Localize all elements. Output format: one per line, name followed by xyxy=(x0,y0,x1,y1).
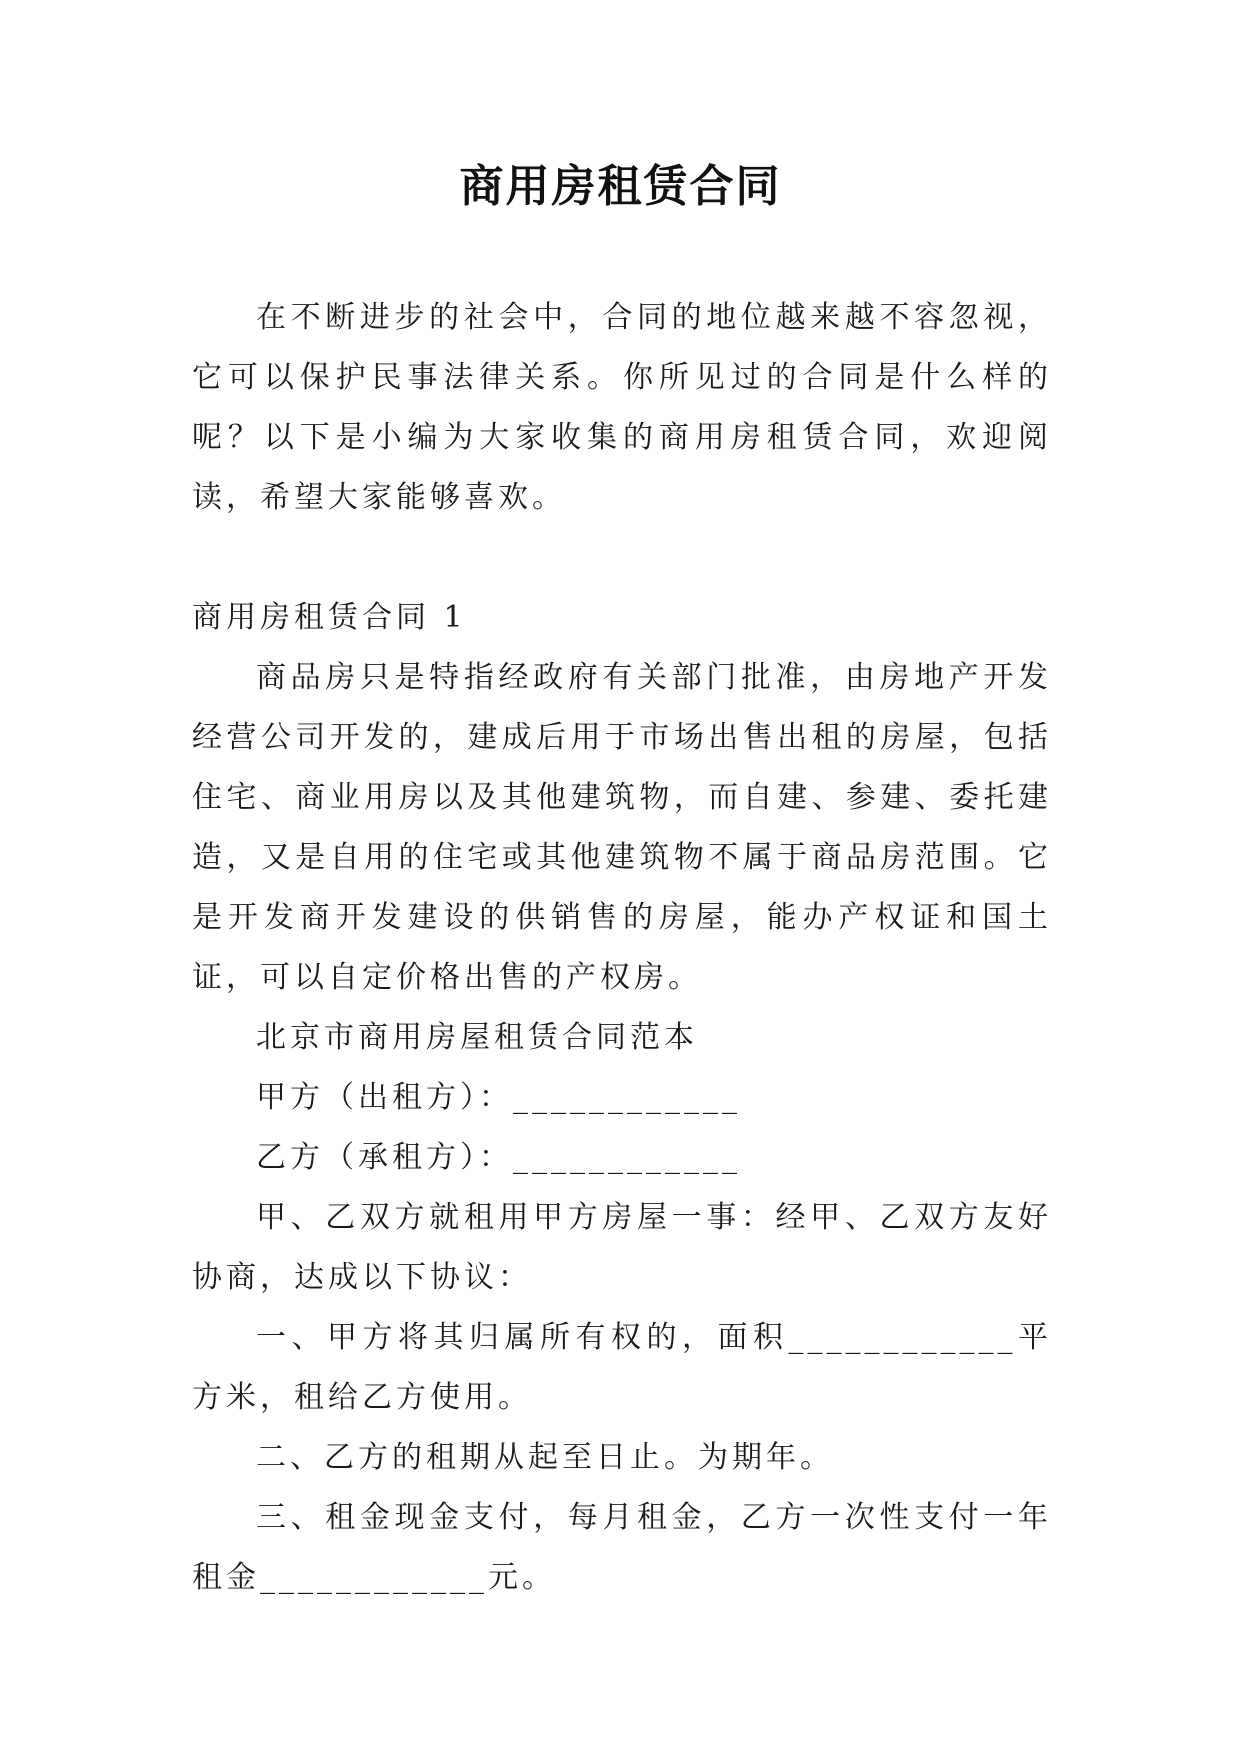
document-title: 商用房租赁合同 xyxy=(459,161,782,212)
clause-2: 二、乙方的租期从起至日止。为期年。 xyxy=(256,1440,834,1475)
clause-1: 一、甲方将其归属所有权的，面积____________平方米，租给乙方使用。 xyxy=(192,1320,1052,1415)
intro-paragraph: 在不断进步的社会中，合同的地位越来越不容忽视，它可以保护民事法律关系。你所见过的合同是什么样的呢？以下是小编为大家收集的商用房租赁合同，欢迎阅读，希望大家能够喜欢。 xyxy=(192,300,1052,515)
document-body xyxy=(192,288,1052,1608)
template-name: 北京市商用房屋租赁合同范本 xyxy=(256,1020,698,1055)
clause-3: 三、租金现金支付，每月租金，乙方一次性支付一年租金____________元。 xyxy=(192,1500,1052,1595)
agreement-intro: 甲、乙双方就租用甲方房屋一事：经甲、乙双方友好协商，达成以下协议： xyxy=(192,1200,1052,1295)
party-b-line: 乙方（承租方）：____________ xyxy=(256,1140,741,1175)
definition-paragraph: 商品房只是特指经政府有关部门批准，由房地产开发经营公司开发的，建成后用于市场出售出租的房屋，包括住宅、商业用房以及其他建筑物，而自建、参建、委托建造，又是自用的住宅或其他建筑物不属于商品房范围。它是开发商开发建设的供销售的房屋，能办产权证和国土证，可以自定价格出售的产权房。 xyxy=(192,660,1052,995)
paragraph-spacer xyxy=(192,528,1052,588)
party-a-line: 甲方（出租方）：____________ xyxy=(256,1080,741,1115)
section-heading: 商用房租赁合同 1 xyxy=(192,600,467,635)
